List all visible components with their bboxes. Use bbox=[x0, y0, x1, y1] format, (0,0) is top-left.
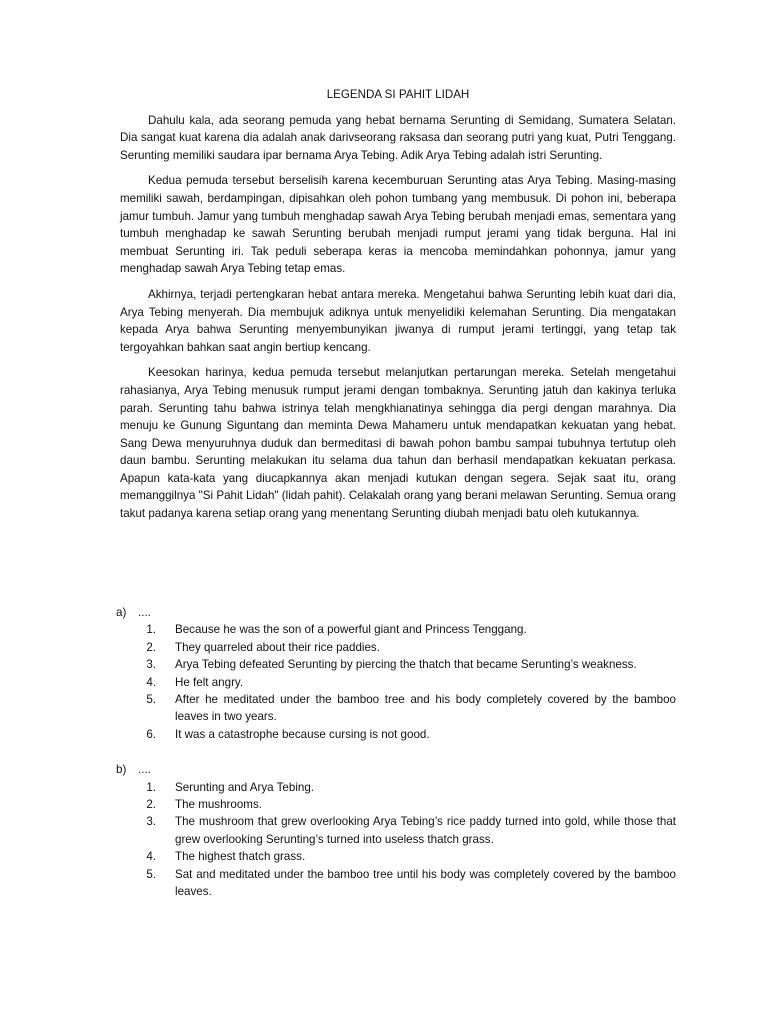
question-header bbox=[116, 604, 676, 621]
answer-text: It was a catastrophe because cursing is not good. bbox=[175, 727, 430, 741]
answer-number: 3. bbox=[146, 815, 156, 829]
answer-number: 1. bbox=[146, 623, 156, 637]
answer-text: He felt angry. bbox=[175, 675, 244, 689]
question-group-b bbox=[116, 761, 676, 900]
answer-text: Because he was the son of a powerful giant and Princess Tenggang. bbox=[175, 623, 527, 637]
answer-item bbox=[134, 621, 676, 638]
story-paragraph: Keesokan harinya, kedua pemuda tersebut melanjutkan pertarungan mereka. Setelah mengetahui rahasianya, Arya Tebing menusuk rumput jerami dengan tombaknya. Serunting jatuh dan kakinya terluka parah. Serunting tahu bahwa istrinya telah mengkhianatinya sehingga dia pergi dengan marahnya. Dia menuju ke Gunung Siguntang dan meminta Dewa Mahameru untuk mendapatkan kekuatan yang hebat. Sang Dewa menyuruhnya duduk dan bermeditasi di bawah pohon bambu sampai tubuhnya tertutup oleh daun bambu. Serunting melakukan itu selama dua tahun dan berhasil mendapatkan kekuatan perkasa. Apapun kata-kata yang diucapkannya akan menjadi kutukan dengan segera. Sejak saat itu, orang memanggilnya "Si Pahit Lidah" (lidah pahit). Celakalah orang yang berani melawan Serunting. Semua orang takut padanya karena setiap orang yang menentang Serunting diubah menjadi batu oleh kutukannya. bbox=[120, 366, 676, 521]
answer-number: 6. bbox=[146, 727, 156, 741]
answer-item bbox=[134, 796, 676, 813]
question-letter: a) bbox=[116, 606, 127, 619]
answer-number: 5. bbox=[146, 867, 156, 881]
answer-item bbox=[134, 639, 676, 656]
story-title: LEGENDA SI PAHIT LIDAH bbox=[326, 88, 470, 101]
answer-number: 2. bbox=[146, 798, 156, 812]
answer-number: 4. bbox=[146, 850, 156, 864]
answer-section bbox=[116, 604, 676, 919]
answer-item bbox=[134, 779, 676, 796]
answer-number: 2. bbox=[146, 640, 156, 654]
story-paragraph: Kedua pemuda tersebut berselisih karena kecemburuan Serunting atas Arya Tebing. Masing-masing memiliki sawah, berdampingan, dipisahkan oleh pohon tumbang yang membusuk. Di pohon ini, beberapa jamur tumbuh. Jamur yang tumbuh menghadap sawah Arya Tebing berubah menjadi emas, sementara yang tumbuh menghadap ke sawah Serunting berubah menjadi rumput jerami yang tidak berguna. Hal ini membuat Serunting iri. Tak peduli seberapa keras ia mencoba memindahkan pohonnya, jamur yang menghadap sawah Arya Tebing tetap emas. bbox=[120, 174, 676, 276]
question-prompt: .... bbox=[138, 606, 151, 619]
question-header bbox=[116, 761, 676, 778]
answer-text: The mushrooms. bbox=[175, 798, 262, 812]
answer-text: Serunting and Arya Tebing. bbox=[175, 780, 315, 794]
answer-item bbox=[134, 656, 676, 673]
answer-text: After he meditated under the bamboo tree and his body completely covered by the bamboo leaves in two years. bbox=[175, 693, 676, 724]
answer-number: 1. bbox=[146, 780, 156, 794]
answer-item bbox=[134, 691, 676, 726]
story-section bbox=[120, 86, 676, 531]
answer-number: 4. bbox=[146, 675, 156, 689]
answer-text: They quarreled about their rice paddies. bbox=[175, 640, 380, 654]
answer-number: 5. bbox=[146, 693, 156, 707]
story-paragraph: Dahulu kala, ada seorang pemuda yang hebat bernama Serunting di Semidang, Sumatera Selatan. Dia sangat kuat karena dia adalah anak darivseorang raksasa dan seorang putri yang kuat, Putri Tenggang. Serunting memiliki saudara ipar bernama Arya Tebing. Adik Arya Tebing adalah istri Serunting. bbox=[120, 113, 676, 162]
answer-text: The highest thatch grass. bbox=[175, 850, 306, 864]
answer-item bbox=[134, 674, 676, 691]
question-group-a bbox=[116, 604, 676, 743]
answer-item bbox=[134, 848, 676, 865]
answer-item bbox=[134, 726, 676, 743]
question-letter: b) bbox=[116, 763, 127, 777]
story-paragraph: Akhirnya, terjadi pertengkaran hebat antara mereka. Mengetahui bahwa Serunting lebih kuat dari dia, Arya Tebing menyerah. Dia membujuk adiknya untuk menyelidiki kelemahan Serunting. Dia mengatakan kepada Arya bahwa Serunting menyembunyikan jiwanya di rumput jerami tertinggi, yang tetap tak tergoyahkan bahkan saat angin bertiup kencang. bbox=[120, 287, 676, 354]
answer-item bbox=[134, 866, 676, 901]
answer-text: Sat and meditated under the bamboo tree until his body was completely covered by the bamboo leaves. bbox=[175, 867, 676, 899]
answer-number: 3. bbox=[146, 658, 156, 672]
answer-item bbox=[134, 813, 676, 848]
question-prompt: .... bbox=[138, 763, 151, 777]
answer-text: Arya Tebing defeated Serunting by piercing the thatch that became Serunting’s weakness. bbox=[175, 658, 637, 672]
answer-text: The mushroom that grew overlooking Arya Tebing’s rice paddy turned into gold, while those that grew overlooking Serunting’s turned into useless thatch grass. bbox=[175, 815, 676, 846]
